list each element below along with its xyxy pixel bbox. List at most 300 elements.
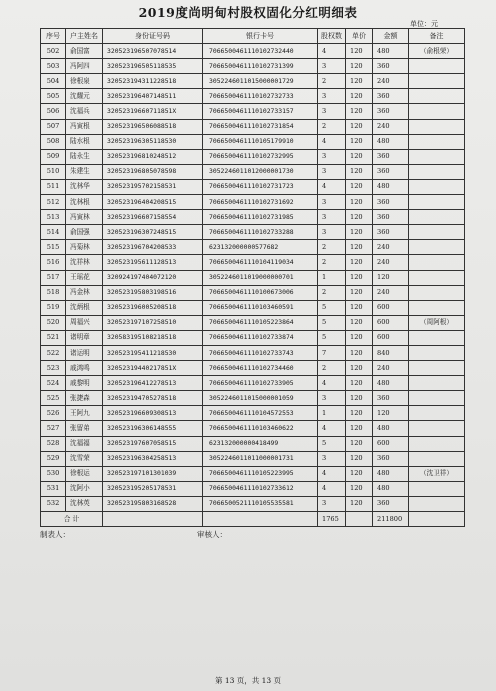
row-unit-price: 120 bbox=[346, 179, 373, 194]
row-bank-card: 7066500461110102733905 bbox=[203, 376, 318, 391]
row-serial: 508 bbox=[41, 134, 66, 149]
row-amount: 360 bbox=[373, 104, 409, 119]
table-row bbox=[41, 406, 465, 421]
row-bank-card: 7066500461110102733612 bbox=[203, 481, 318, 496]
table-row bbox=[41, 119, 465, 134]
row-amount: 480 bbox=[373, 134, 409, 149]
row-bank-card: 7066500461110100673006 bbox=[203, 285, 318, 300]
row-amount: 360 bbox=[373, 391, 409, 406]
row-shares: 5 bbox=[318, 330, 346, 345]
table-row bbox=[41, 481, 465, 496]
row-bank-card: 7066500461110102733874 bbox=[203, 330, 318, 345]
row-amount: 240 bbox=[373, 119, 409, 134]
row-remarks bbox=[409, 481, 465, 496]
row-bank-card: 7066500461110102733743 bbox=[203, 345, 318, 360]
row-remarks bbox=[409, 59, 465, 74]
row-unit-price: 120 bbox=[346, 240, 373, 255]
row-remarks bbox=[409, 119, 465, 134]
row-id-number: 320523194311228518 bbox=[103, 74, 203, 89]
row-shares: 5 bbox=[318, 315, 346, 330]
row-id-number: 320523197107258510 bbox=[103, 315, 203, 330]
table-row bbox=[41, 104, 465, 119]
row-remarks: （俞根荣） bbox=[409, 44, 465, 59]
row-householder: 诸明章 bbox=[66, 330, 103, 345]
row-amount: 600 bbox=[373, 300, 409, 315]
row-shares: 2 bbox=[318, 285, 346, 300]
row-serial: 512 bbox=[41, 195, 66, 210]
row-serial: 521 bbox=[41, 330, 66, 345]
row-serial: 524 bbox=[41, 376, 66, 391]
row-unit-price: 120 bbox=[346, 119, 373, 134]
row-unit-price: 120 bbox=[346, 89, 373, 104]
unit-label: 单位：元 bbox=[410, 20, 438, 28]
table-row bbox=[41, 451, 465, 466]
header-unit-price: 单价 bbox=[346, 29, 373, 44]
row-remarks bbox=[409, 225, 465, 240]
table-row bbox=[41, 330, 465, 345]
row-householder: 张留弟 bbox=[66, 421, 103, 436]
row-remarks bbox=[409, 406, 465, 421]
row-amount: 360 bbox=[373, 149, 409, 164]
row-bank-card: 7066500461110102734460 bbox=[203, 361, 318, 376]
row-serial: 507 bbox=[41, 119, 66, 134]
table-body bbox=[41, 44, 465, 512]
row-unit-price: 120 bbox=[346, 149, 373, 164]
row-amount: 360 bbox=[373, 225, 409, 240]
row-shares: 3 bbox=[318, 89, 346, 104]
row-householder: 俞国强 bbox=[66, 225, 103, 240]
row-bank-card: 3052246011015000001729 bbox=[203, 74, 318, 89]
row-serial: 515 bbox=[41, 240, 66, 255]
row-householder: 冯金林 bbox=[66, 285, 103, 300]
row-shares: 2 bbox=[318, 361, 346, 376]
row-bank-card: 623132000000577682 bbox=[203, 240, 318, 255]
row-householder: 冯菊林 bbox=[66, 240, 103, 255]
row-shares: 2 bbox=[318, 119, 346, 134]
row-unit-price: 120 bbox=[346, 285, 373, 300]
row-unit-price: 120 bbox=[346, 481, 373, 496]
row-unit-price: 120 bbox=[346, 44, 373, 59]
row-unit-price: 120 bbox=[346, 421, 373, 436]
table-row bbox=[41, 361, 465, 376]
header-shares: 股权数 bbox=[318, 29, 346, 44]
row-bank-card: 7066500461110103460622 bbox=[203, 421, 318, 436]
row-householder: 冯阿四 bbox=[66, 59, 103, 74]
row-remarks bbox=[409, 451, 465, 466]
row-shares: 4 bbox=[318, 421, 346, 436]
row-householder: 沈阿小 bbox=[66, 481, 103, 496]
table-row bbox=[41, 240, 465, 255]
table-row bbox=[41, 436, 465, 451]
row-remarks bbox=[409, 210, 465, 225]
row-householder: 戚鸿鸣 bbox=[66, 361, 103, 376]
row-serial: 523 bbox=[41, 361, 66, 376]
total-amount: 211800 bbox=[373, 512, 409, 527]
row-amount: 480 bbox=[373, 44, 409, 59]
row-unit-price: 120 bbox=[346, 376, 373, 391]
row-amount: 480 bbox=[373, 481, 409, 496]
table-row bbox=[41, 89, 465, 104]
header-householder: 户主姓名 bbox=[66, 29, 103, 44]
dividend-table bbox=[40, 28, 465, 527]
row-unit-price: 120 bbox=[346, 361, 373, 376]
row-serial: 518 bbox=[41, 285, 66, 300]
row-remarks bbox=[409, 361, 465, 376]
row-remarks bbox=[409, 391, 465, 406]
table-row bbox=[41, 391, 465, 406]
row-serial: 513 bbox=[41, 210, 66, 225]
row-id-number: 320523197101301039 bbox=[103, 466, 203, 481]
row-shares: 4 bbox=[318, 376, 346, 391]
row-serial: 520 bbox=[41, 315, 66, 330]
row-id-number: 320523196305118530 bbox=[103, 134, 203, 149]
row-serial: 505 bbox=[41, 89, 66, 104]
prepared-by-label: 制表人： bbox=[40, 530, 70, 539]
row-id-number: 320523196407148511 bbox=[103, 89, 203, 104]
row-bank-card: 7066500461110102731399 bbox=[203, 59, 318, 74]
row-serial: 510 bbox=[41, 164, 66, 179]
row-amount: 840 bbox=[373, 345, 409, 360]
row-id-number: 320523196404208515 bbox=[103, 195, 203, 210]
row-amount: 120 bbox=[373, 270, 409, 285]
row-unit-price: 120 bbox=[346, 406, 373, 421]
row-householder: 沈林华 bbox=[66, 179, 103, 194]
page-number: 第 13 页，共 13 页 bbox=[214, 676, 282, 685]
row-shares: 1 bbox=[318, 406, 346, 421]
total-price-cell bbox=[346, 512, 373, 527]
row-amount: 360 bbox=[373, 89, 409, 104]
table-row bbox=[41, 74, 465, 89]
row-amount: 480 bbox=[373, 421, 409, 436]
row-serial: 528 bbox=[41, 436, 66, 451]
row-householder: 沈福兵 bbox=[66, 104, 103, 119]
row-bank-card: 7066500521110105535581 bbox=[203, 496, 318, 511]
row-shares: 4 bbox=[318, 134, 346, 149]
row-remarks bbox=[409, 74, 465, 89]
table-row bbox=[41, 270, 465, 285]
row-id-number: 320523196507078514 bbox=[103, 44, 203, 59]
row-shares: 4 bbox=[318, 44, 346, 59]
document-title: 2019度尚明甸村股权固化分红明细表 bbox=[138, 5, 358, 20]
total-shares: 1765 bbox=[318, 512, 346, 527]
row-householder: 周福兴 bbox=[66, 315, 103, 330]
table-row bbox=[41, 496, 465, 511]
row-householder: 陆水根 bbox=[66, 134, 103, 149]
row-householder: 徐根泉 bbox=[66, 74, 103, 89]
row-householder: 王瑶花 bbox=[66, 270, 103, 285]
row-serial: 504 bbox=[41, 74, 66, 89]
row-householder: 张捷森 bbox=[66, 391, 103, 406]
row-remarks bbox=[409, 345, 465, 360]
row-shares: 3 bbox=[318, 225, 346, 240]
row-householder: 沈林英 bbox=[66, 496, 103, 511]
row-serial: 526 bbox=[41, 406, 66, 421]
row-id-number: 320523196810248512 bbox=[103, 149, 203, 164]
row-amount: 360 bbox=[373, 451, 409, 466]
row-bank-card: 7066500461110102733288 bbox=[203, 225, 318, 240]
row-amount: 600 bbox=[373, 315, 409, 330]
row-unit-price: 120 bbox=[346, 164, 373, 179]
row-id-number: 320523196005208518 bbox=[103, 300, 203, 315]
row-id-number: 320523196506088518 bbox=[103, 119, 203, 134]
table-row bbox=[41, 149, 465, 164]
row-remarks bbox=[409, 134, 465, 149]
row-shares: 4 bbox=[318, 466, 346, 481]
row-bank-card: 7066500461110102733157 bbox=[203, 104, 318, 119]
row-bank-card: 7066500461110104572553 bbox=[203, 406, 318, 421]
row-serial: 529 bbox=[41, 451, 66, 466]
row-unit-price: 120 bbox=[346, 195, 373, 210]
row-unit-price: 120 bbox=[346, 300, 373, 315]
header-serial: 序号 bbox=[41, 29, 66, 44]
row-bank-card: 623132000000418499 bbox=[203, 436, 318, 451]
row-bank-card: 7066500461110105223864 bbox=[203, 315, 318, 330]
row-amount: 360 bbox=[373, 164, 409, 179]
row-id-number: 320523196412278513 bbox=[103, 376, 203, 391]
row-shares: 3 bbox=[318, 210, 346, 225]
row-remarks bbox=[409, 496, 465, 511]
reviewed-by-label: 审核人： bbox=[197, 530, 227, 539]
row-shares: 2 bbox=[318, 74, 346, 89]
row-unit-price: 120 bbox=[346, 436, 373, 451]
row-amount: 360 bbox=[373, 195, 409, 210]
row-serial: 532 bbox=[41, 496, 66, 511]
row-bank-card: 3052246011011000001731 bbox=[203, 451, 318, 466]
row-remarks bbox=[409, 330, 465, 345]
row-serial: 517 bbox=[41, 270, 66, 285]
row-bank-card: 7066500461110103460591 bbox=[203, 300, 318, 315]
row-serial: 506 bbox=[41, 104, 66, 119]
row-householder: 沈祥林 bbox=[66, 255, 103, 270]
row-id-number: 320523195205178531 bbox=[103, 481, 203, 496]
row-shares: 3 bbox=[318, 451, 346, 466]
row-remarks bbox=[409, 255, 465, 270]
row-bank-card: 7066500461110105223995 bbox=[203, 466, 318, 481]
table-row bbox=[41, 210, 465, 225]
row-unit-price: 120 bbox=[346, 134, 373, 149]
total-bank-cell bbox=[203, 512, 318, 527]
row-shares: 3 bbox=[318, 164, 346, 179]
row-bank-card: 7066500461110102731692 bbox=[203, 195, 318, 210]
row-unit-price: 120 bbox=[346, 391, 373, 406]
table-row bbox=[41, 225, 465, 240]
row-id-number: 320523197607058515 bbox=[103, 436, 203, 451]
row-amount: 480 bbox=[373, 466, 409, 481]
row-bank-card: 7066500461110102731985 bbox=[203, 210, 318, 225]
row-householder: 沈耀元 bbox=[66, 89, 103, 104]
row-bank-card: 7066500461110102731723 bbox=[203, 179, 318, 194]
row-unit-price: 120 bbox=[346, 210, 373, 225]
row-amount: 120 bbox=[373, 406, 409, 421]
table-row bbox=[41, 421, 465, 436]
row-unit-price: 120 bbox=[346, 74, 373, 89]
row-unit-price: 120 bbox=[346, 330, 373, 345]
table-row bbox=[41, 134, 465, 149]
row-serial: 531 bbox=[41, 481, 66, 496]
row-id-number: 320583195108218518 bbox=[103, 330, 203, 345]
row-amount: 240 bbox=[373, 74, 409, 89]
row-amount: 240 bbox=[373, 255, 409, 270]
row-amount: 360 bbox=[373, 59, 409, 74]
row-remarks bbox=[409, 149, 465, 164]
row-amount: 600 bbox=[373, 436, 409, 451]
row-shares: 1 bbox=[318, 270, 346, 285]
row-remarks bbox=[409, 436, 465, 451]
row-serial: 509 bbox=[41, 149, 66, 164]
row-unit-price: 120 bbox=[346, 451, 373, 466]
total-row bbox=[41, 512, 465, 527]
row-householder: 沈雪荣 bbox=[66, 451, 103, 466]
row-shares: 5 bbox=[318, 300, 346, 315]
row-bank-card: 7066500461110102732733 bbox=[203, 89, 318, 104]
row-amount: 480 bbox=[373, 376, 409, 391]
row-householder: 徐根运 bbox=[66, 466, 103, 481]
row-shares: 3 bbox=[318, 149, 346, 164]
row-remarks bbox=[409, 104, 465, 119]
row-shares: 3 bbox=[318, 496, 346, 511]
row-id-number: 320523194705278518 bbox=[103, 391, 203, 406]
row-unit-price: 120 bbox=[346, 315, 373, 330]
row-householder: 朱建生 bbox=[66, 164, 103, 179]
row-bank-card: 7066500461110102732995 bbox=[203, 149, 318, 164]
row-id-number: 320523195803168528 bbox=[103, 496, 203, 511]
row-serial: 514 bbox=[41, 225, 66, 240]
row-id-number: 32052319660711851X bbox=[103, 104, 203, 119]
row-bank-card: 7066500461110105179910 bbox=[203, 134, 318, 149]
header-id-number: 身份证号码 bbox=[103, 29, 203, 44]
row-unit-price: 120 bbox=[346, 496, 373, 511]
table-row bbox=[41, 466, 465, 481]
row-id-number: 320523195611128513 bbox=[103, 255, 203, 270]
row-amount: 360 bbox=[373, 496, 409, 511]
row-householder: 陆永生 bbox=[66, 149, 103, 164]
row-remarks bbox=[409, 300, 465, 315]
row-shares: 5 bbox=[318, 436, 346, 451]
row-bank-card: 7066500461110102731854 bbox=[203, 119, 318, 134]
table-row bbox=[41, 179, 465, 194]
row-serial: 525 bbox=[41, 391, 66, 406]
row-amount: 240 bbox=[373, 361, 409, 376]
row-unit-price: 120 bbox=[346, 345, 373, 360]
row-remarks bbox=[409, 270, 465, 285]
row-shares: 3 bbox=[318, 104, 346, 119]
row-unit-price: 120 bbox=[346, 466, 373, 481]
row-id-number: 32052319440217851X bbox=[103, 361, 203, 376]
row-id-number: 320523196505118535 bbox=[103, 59, 203, 74]
row-unit-price: 120 bbox=[346, 255, 373, 270]
row-amount: 600 bbox=[373, 330, 409, 345]
row-householder: 沈炳根 bbox=[66, 300, 103, 315]
row-amount: 360 bbox=[373, 210, 409, 225]
row-serial: 511 bbox=[41, 179, 66, 194]
row-shares: 3 bbox=[318, 195, 346, 210]
table-row bbox=[41, 255, 465, 270]
row-householder: 诸运明 bbox=[66, 345, 103, 360]
row-bank-card: 7066500461110102732440 bbox=[203, 44, 318, 59]
table-row bbox=[41, 59, 465, 74]
row-householder: 冯寅根 bbox=[66, 119, 103, 134]
table-row bbox=[41, 300, 465, 315]
row-serial: 522 bbox=[41, 345, 66, 360]
row-id-number: 320523196805078598 bbox=[103, 164, 203, 179]
row-householder: 沈福福 bbox=[66, 436, 103, 451]
row-shares: 2 bbox=[318, 240, 346, 255]
row-serial: 519 bbox=[41, 300, 66, 315]
row-shares: 4 bbox=[318, 481, 346, 496]
row-householder: 冯寅林 bbox=[66, 210, 103, 225]
row-remarks: （周阿根） bbox=[409, 315, 465, 330]
row-serial: 527 bbox=[41, 421, 66, 436]
row-shares: 2 bbox=[318, 255, 346, 270]
table-row bbox=[41, 376, 465, 391]
row-bank-card: 3052246011012000001730 bbox=[203, 164, 318, 179]
total-label: 合 计 bbox=[41, 512, 103, 527]
row-serial: 503 bbox=[41, 59, 66, 74]
row-amount: 240 bbox=[373, 285, 409, 300]
row-id-number: 320523196607158554 bbox=[103, 210, 203, 225]
table-row bbox=[41, 195, 465, 210]
row-unit-price: 120 bbox=[346, 270, 373, 285]
row-remarks bbox=[409, 376, 465, 391]
row-remarks: （沈卫祥） bbox=[409, 466, 465, 481]
row-id-number: 320523196704208533 bbox=[103, 240, 203, 255]
row-householder: 戚黎明 bbox=[66, 376, 103, 391]
row-id-number: 320523196304258513 bbox=[103, 451, 203, 466]
row-remarks bbox=[409, 285, 465, 300]
row-bank-card: 3052246011015000001059 bbox=[203, 391, 318, 406]
row-unit-price: 120 bbox=[346, 104, 373, 119]
table-header-row bbox=[41, 29, 465, 44]
row-shares: 4 bbox=[318, 179, 346, 194]
row-shares: 3 bbox=[318, 59, 346, 74]
row-amount: 240 bbox=[373, 240, 409, 255]
total-id-cell bbox=[103, 512, 203, 527]
row-remarks bbox=[409, 164, 465, 179]
table-row bbox=[41, 44, 465, 59]
header-bank-card: 银行卡号 bbox=[203, 29, 318, 44]
header-remarks: 备注 bbox=[409, 29, 465, 44]
table-row bbox=[41, 164, 465, 179]
row-bank-card: 7066500461110104119034 bbox=[203, 255, 318, 270]
row-id-number: 320523195702158531 bbox=[103, 179, 203, 194]
header-amount: 金额 bbox=[373, 29, 409, 44]
row-remarks bbox=[409, 89, 465, 104]
row-id-number: 320523196609308513 bbox=[103, 406, 203, 421]
row-id-number: 320523196306148555 bbox=[103, 421, 203, 436]
row-id-number: 320523195411218530 bbox=[103, 345, 203, 360]
row-serial: 530 bbox=[41, 466, 66, 481]
row-householder: 俞国富 bbox=[66, 44, 103, 59]
row-shares: 7 bbox=[318, 345, 346, 360]
row-remarks bbox=[409, 421, 465, 436]
row-bank-card: 3052246011019000000701 bbox=[203, 270, 318, 285]
row-id-number: 320523196307248515 bbox=[103, 225, 203, 240]
row-unit-price: 120 bbox=[346, 225, 373, 240]
row-householder: 沈林根 bbox=[66, 195, 103, 210]
row-shares: 3 bbox=[318, 391, 346, 406]
row-serial: 502 bbox=[41, 44, 66, 59]
row-id-number: 320523195803198516 bbox=[103, 285, 203, 300]
row-serial: 516 bbox=[41, 255, 66, 270]
row-householder: 王阿九 bbox=[66, 406, 103, 421]
row-remarks bbox=[409, 179, 465, 194]
table-row bbox=[41, 345, 465, 360]
row-unit-price: 120 bbox=[346, 59, 373, 74]
table-row bbox=[41, 315, 465, 330]
total-note-cell bbox=[409, 512, 465, 527]
table-row bbox=[41, 285, 465, 300]
row-remarks bbox=[409, 195, 465, 210]
